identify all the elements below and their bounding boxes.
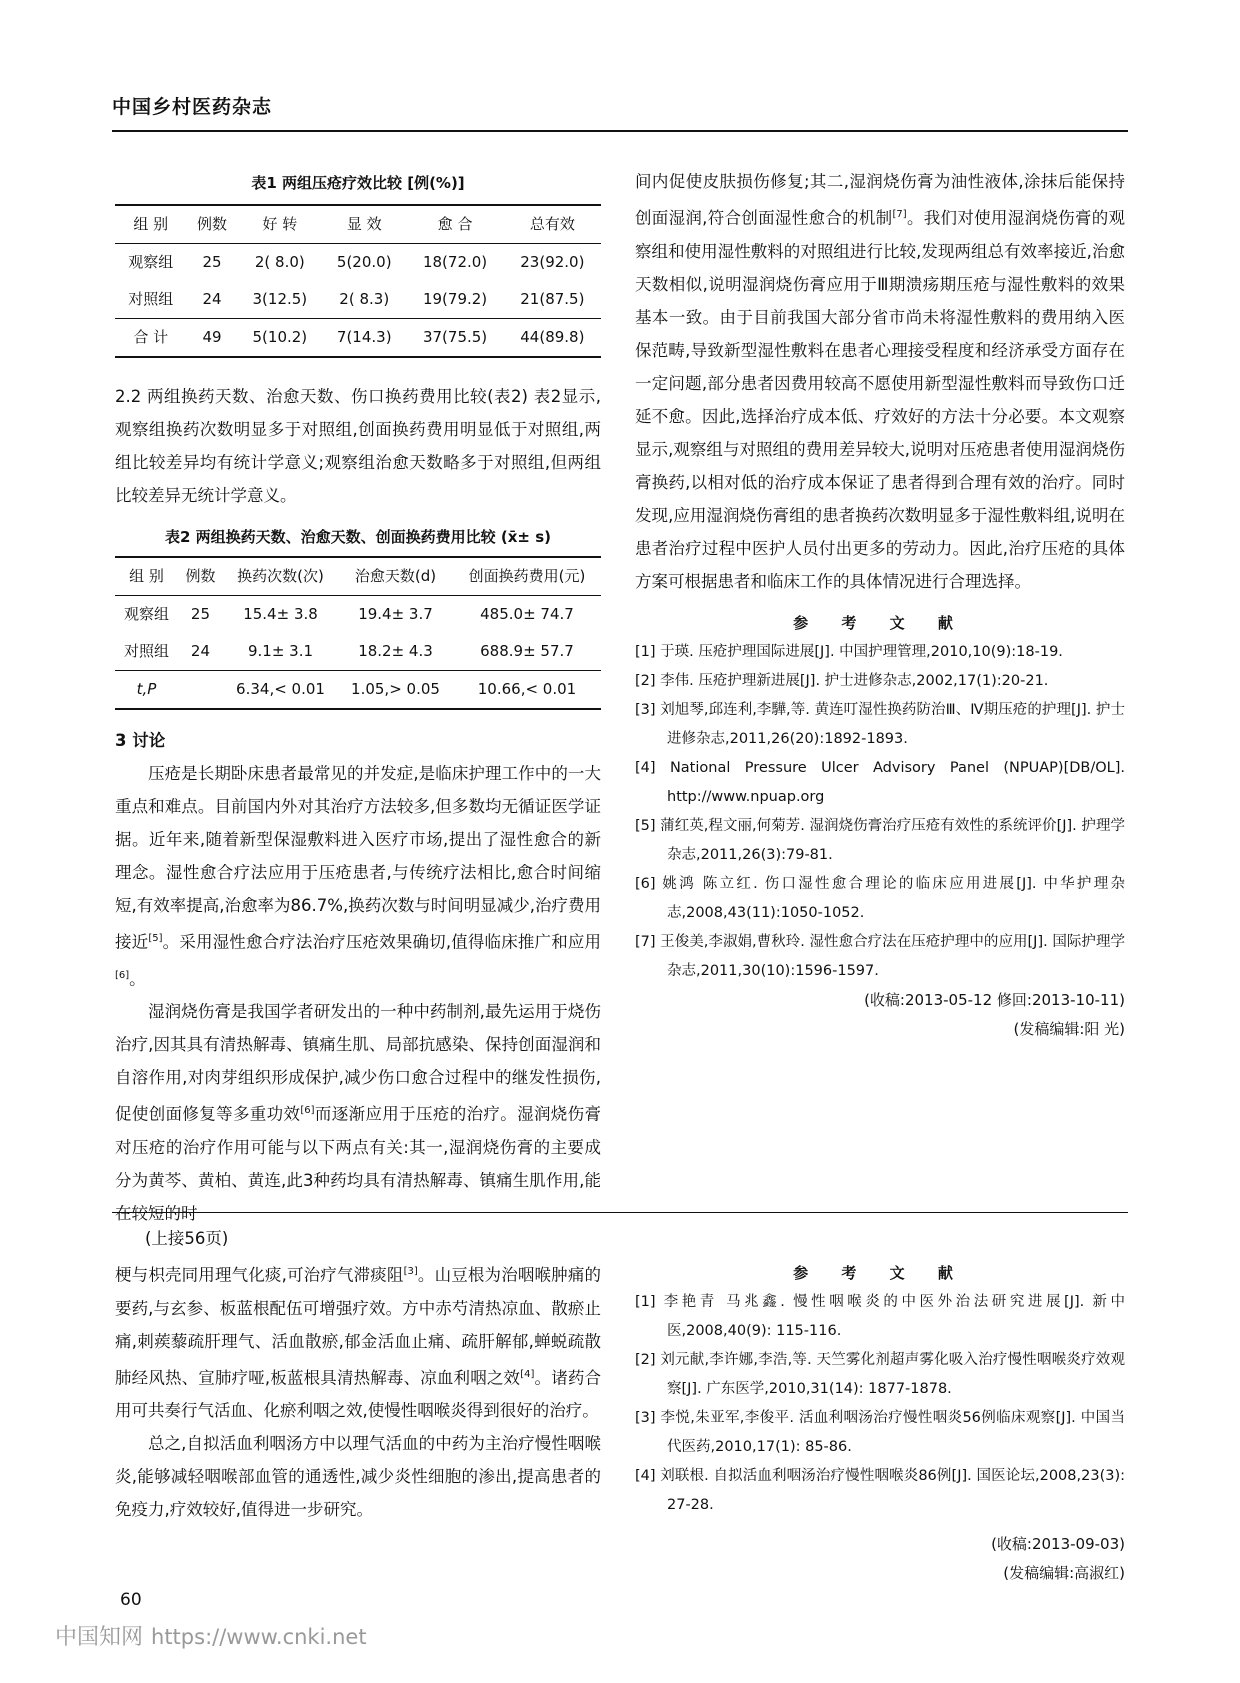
table1-header: 总有效 — [529, 215, 575, 233]
cell: 1.05,> 0.05 — [351, 680, 440, 698]
table1 — [115, 204, 601, 358]
discussion-paragraph-2 — [115, 995, 601, 1230]
cell: 23(92.0) — [520, 253, 585, 271]
citation: [5] — [148, 933, 163, 944]
section-2-2: 2.2 两组换药天数、治愈天数、伤口换药费用比较(表2) 表2显示,观察组换药次数明显多于对照组,创面换药费用明显低于对照组,两组比较差异均有统计学意义;观察组治愈天数略多于对照组,但两组比较差异无统计学意义。 — [115, 387, 601, 505]
cell: 24 — [190, 642, 210, 660]
reference-item: [1] 李艳青 马兆鑫. 慢性咽喉炎的中医外治法研究进展[J]. 新中医,2008,40(9): 115-116. — [635, 1294, 1125, 1339]
cell: 观察组 — [123, 605, 169, 623]
left-column-top — [115, 170, 601, 1230]
references-heading-2: 参 考 文 献 — [793, 1264, 967, 1282]
reference-item: [3] 李悦,朱亚军,李俊平. 活血利咽汤治疗慢性咽炎56例临床观察[J]. 中国当代医药,2010,17(1): 85-86. — [635, 1410, 1125, 1455]
table-row — [115, 671, 601, 710]
cell: 688.9± 57.7 — [480, 642, 574, 660]
table1-header: 好 转 — [262, 215, 298, 233]
reference-item: [3] 刘旭琴,邱连利,李驊,等. 黄连叮湿性换药防治Ⅲ、Ⅳ期压疮的护理[J]. 护士进修杂志,2011,26(20):1892-1893. — [635, 701, 1125, 747]
cell: 2( 8.0) — [254, 253, 305, 271]
section-divider — [112, 1212, 1128, 1213]
cell: 18.2± 4.3 — [358, 642, 433, 660]
cell: 19.4± 3.7 — [358, 605, 433, 623]
table-row — [115, 596, 601, 634]
table2-header: 治愈天数(d) — [354, 567, 437, 585]
cell: 19(79.2) — [422, 290, 488, 308]
references-list — [635, 638, 1125, 986]
cell: 对照组 — [128, 290, 174, 308]
text: 而逐渐应用于压疮的治疗。湿润烧伤膏对压疮的治疗作用可能与以下两点有关:其一,湿润烧伤膏的主要成分为黄芩、黄柏、黄连,此3种药均具有清热解毒、镇痛生肌作用,能在较短的时 — [115, 1104, 602, 1223]
cell — [178, 671, 223, 710]
section-3-heading: 3 讨论 — [115, 731, 166, 750]
citation: [6] — [115, 969, 130, 981]
reference-item: [7] 王俊美,李淑娟,曹秋玲. 湿性愈合疗法在压疮护理中的应用[J]. 国际护理学杂志,2011,30(10):1596-1597. — [635, 933, 1125, 979]
bottom-paragraph-1 — [115, 1255, 601, 1427]
cell: 24 — [202, 290, 222, 308]
watermark-url: https://www.cnki.net — [151, 1625, 367, 1649]
watermark-logo: 中国知网 — [55, 1625, 144, 1650]
text: 。采用湿性愈合疗法治疗压疮效果确切,值得临床推广和应用 — [162, 932, 602, 952]
cell: 7(14.3) — [336, 328, 392, 346]
right-column-top — [635, 165, 1125, 1044]
journal-title: 中国乡村医药杂志 — [112, 96, 273, 118]
table1-header: 显 效 — [346, 215, 382, 233]
cell: 对照组 — [123, 642, 169, 660]
table2-header: 创面换药费用(元) — [468, 567, 586, 585]
bottom-paragraph-2: 总之,自拟活血利咽汤方中以理气活血的中药为主治疗慢性咽喉炎,能够减轻咽喉部血管的通透性,减少炎性细胞的渗出,提高患者的免疫力,疗效较好,值得进一步研究。 — [115, 1434, 601, 1519]
table1-header: 组 别 — [133, 215, 169, 233]
cell: 15.4± 3.8 — [243, 605, 318, 623]
references-list-2 — [635, 1288, 1125, 1520]
table-row — [115, 633, 601, 671]
page-number: 60 — [120, 1590, 142, 1610]
cell: t,P — [136, 680, 157, 698]
editor-note-2: (发稿编辑:高淑红) — [1003, 1564, 1125, 1582]
continued-note: (上接56页) — [145, 1229, 229, 1248]
cell: 18(72.0) — [422, 253, 488, 271]
table2-caption: 表2 两组换药天数、治愈天数、创面换药费用比较 (x̄± s) — [165, 528, 551, 546]
received-date: (收稿:2013-05-12 修回:2013-10-11) — [864, 990, 1125, 1009]
text: 湿润烧伤膏是我国学者研发出的一种中药制剂,最先运用于烧伤治疗,因其具有清热解毒、镇痛生肌、局部抗感染、保持创面湿润和自溶作用,对肉芽组织形成保护,减少伤口愈合过程中的继发性损伤,促使创面修复等多重功效 — [115, 1002, 601, 1124]
cnki-watermark — [55, 1620, 367, 1651]
citation: [3] — [403, 1266, 418, 1277]
citation: [6] — [300, 1105, 315, 1116]
cell: 25 — [202, 253, 222, 271]
cell: 49 — [202, 328, 222, 346]
text: 间内促使皮肤损伤修复;其二,湿润烧伤膏为油性液体,涂抹后能保持创面湿润,符合创面湿性愈合的机制 — [635, 172, 1125, 228]
text: 。我们对使用湿润烧伤膏的观察组和使用湿性敷料的对照组进行比较,发现两组总有效率接近,治愈天数相似,说明湿润烧伤膏应用于Ⅲ期溃疡期压疮与湿性敷料的效果基本一致。由于目前我国大部分省市尚未将湿性敷料的费用纳入医保范畴,导致新型湿性敷料在患者心理接受程度和经济承受方面存在一定问题,部分患者因费用较高不愿使用新型湿性敷料而导致伤口迁延不愈。因此,选择治疗成本低、疗效好的方法十分必要。本文观察显示,观察组与对照组的费用差异较大,说明对压疮患者使用湿润烧伤膏换药,以相对低的治疗成本保证了患者得到合理有效的治疗。同时发现,应用湿润烧伤膏组的患者换药次数明显多于湿性敷料组,说明在患者治疗过程中医护人员付出更多的劳动力。因此,治疗压疮的具体方案可根据患者和临床工作的具体情况进行合理选择。 — [635, 208, 1126, 591]
cell: 485.0± 74.7 — [480, 605, 574, 623]
cell: 6.34,< 0.01 — [236, 680, 325, 698]
table2 — [115, 556, 601, 710]
table2-header: 换药次数(次) — [237, 567, 324, 585]
citation: [4] — [520, 1368, 535, 1380]
cell: 合 计 — [133, 328, 169, 346]
table2-header: 组 别 — [129, 567, 164, 585]
text: 。诸药合用可共奏行气活血、化瘀利咽之效,使慢性咽喉炎得到很好的治疗。 — [115, 1368, 602, 1420]
cell: 2( 8.3) — [339, 290, 390, 308]
table-row — [115, 244, 601, 282]
reference-item: [2] 李伟. 压疮护理新进展[J]. 护士进修杂志,2002,17(1):20-21. — [635, 672, 1049, 689]
cell: 3(12.5) — [252, 290, 308, 308]
table1-header: 例数 — [197, 215, 228, 233]
table-row — [115, 281, 601, 319]
received-date-2: (收稿:2013-09-03) — [991, 1535, 1125, 1553]
reference-item: [5] 蒲红英,程文丽,何菊芳. 湿润烧伤膏治疗压疮有效性的系统评价[J]. 护理学杂志,2011,26(3):79-81. — [635, 817, 1125, 863]
text: 。山豆根为治咽喉肿痛的要药,与玄参、板蓝根配伍可增强疗效。方中赤芍清热凉血、散瘀止痛,刺蒺藜疏肝理气、活血散瘀,郁金活血止痛、疏肝解郁,蝉蜕疏散肺经风热、宣肺疗哑,板蓝根具清热解毒、凉血利咽之效 — [115, 1265, 602, 1387]
reference-item: [4] 刘联根. 自拟活血利咽汤治疗慢性咽喉炎86例[J]. 国医论坛,2008,23(3): 27-28. — [635, 1468, 1125, 1513]
cell: 21(87.5) — [520, 290, 585, 308]
text: 。 — [129, 969, 146, 988]
reference-item: [4] National Pressure Ulcer Advisory Panel (NPUAP)[DB/OL]. http://www.npuap.org — [635, 759, 1125, 805]
cell: 观察组 — [128, 253, 174, 271]
discussion-paragraph-1 — [115, 757, 601, 995]
cell: 10.66,< 0.01 — [477, 680, 577, 698]
reference-item: [1] 于瑛. 压疮护理国际进展[J]. 中国护理管理,2010,10(9):18-19. — [635, 643, 1063, 660]
cell: 25 — [190, 605, 210, 623]
discussion-continued — [635, 165, 1125, 598]
references-heading: 参 考 文 献 — [793, 613, 967, 632]
text: 梗与枳壳同用理气化痰,可治疗气滞痰阻 — [115, 1265, 404, 1285]
editor-note: (发稿编辑:阳 光) — [1013, 1019, 1125, 1038]
header-rule — [112, 130, 1128, 132]
table2-header: 例数 — [185, 567, 216, 585]
citation: [7] — [892, 209, 907, 220]
right-column-bottom — [635, 1258, 1125, 1588]
cell: 37(75.5) — [422, 328, 488, 346]
left-column-bottom — [115, 1222, 601, 1526]
table1-header: 愈 合 — [437, 215, 473, 233]
cell: 9.1± 3.1 — [247, 642, 314, 660]
reference-item: [6] 姚鸿 陈立红. 伤口湿性愈合理论的临床应用进展[J]. 中华护理杂志,2008,43(11):1050-1052. — [635, 875, 1125, 921]
table-row — [115, 319, 601, 358]
table1-caption: 表1 两组压疮疗效比较 [例(%)] — [251, 174, 465, 192]
text: 压疮是长期卧床患者最常见的并发症,是临床护理工作中的一大重点和难点。目前国内外对其治疗方法较多,但多数均无循证医学证据。近年来,随着新型保湿敷料进入医疗市场,提出了湿性愈合的新理念。湿性愈合疗法应用于压疮患者,与传统疗法相比,愈合时间缩短,有效率提高,治愈率为86.7%,换药次数与时间明显减少,治疗费用接近 — [115, 764, 601, 952]
reference-item: [2] 刘元献,李许娜,李浩,等. 天竺雾化剂超声雾化吸入治疗慢性咽喉炎疗效观察[J]. 广东医学,2010,31(14): 1877-1878. — [635, 1352, 1125, 1397]
cell: 5(10.2) — [252, 328, 308, 346]
cell: 5(20.0) — [336, 253, 392, 271]
cell: 44(89.8) — [520, 328, 585, 346]
